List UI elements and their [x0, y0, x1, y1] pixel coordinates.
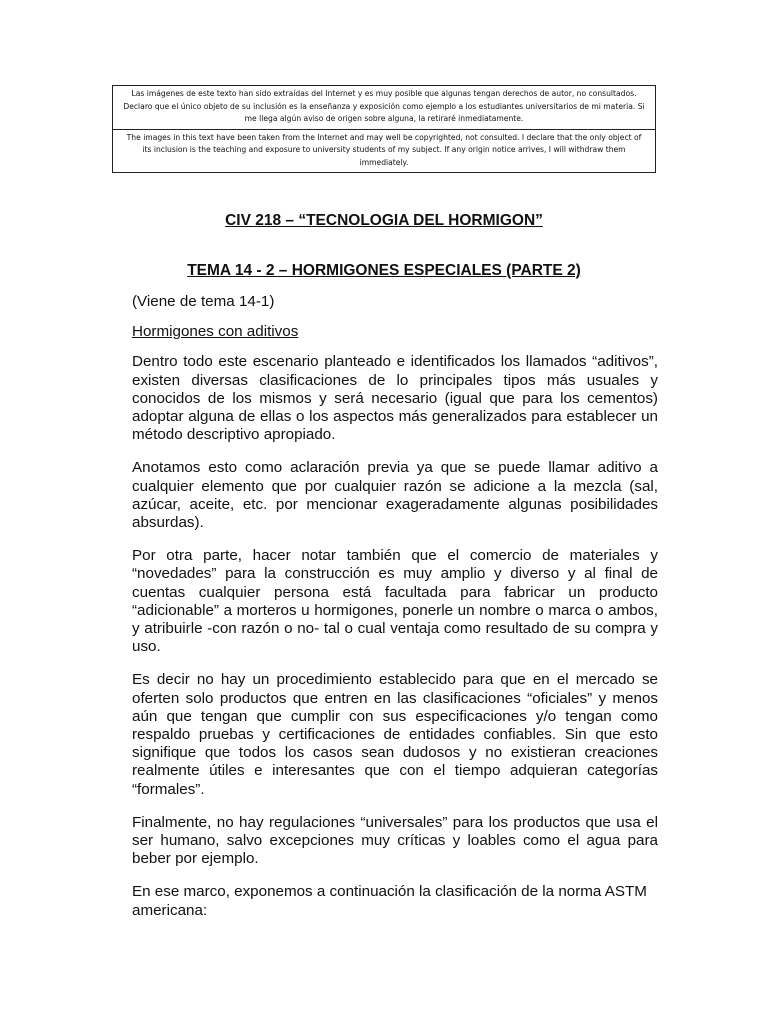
continuation-note: (Viene de tema 14-1): [132, 293, 275, 310]
paragraph: Es decir no hay un procedimiento establecido para que en el mercado se oferten solo productos que entren en las clasificaciones “oficiales” y menos aún que tengan que cumplir con sus especificaciones y/o tengan como respaldo pruebas y certificaciones de entidades confiables. Sin que esto signifique que todos los casos sean dudosos y no existieran creaciones realmente útiles e interesantes que con el tiempo adquieran categorías “formales”.: [132, 671, 658, 798]
course-title: CIV 218 – “TECNOLOGIA DEL HORMIGON”: [225, 212, 543, 229]
document-body: [132, 293, 658, 935]
paragraph: Por otra parte, hacer notar también que el comercio de materiales y “novedades” para la construcción es muy amplio y diverso y al final de cuentas cualquier persona está facultada para fabricar un producto “adicionable” a morteros u hormigones, ponerle un nombre o marca o ambos, y atribuirle -con razón o no- tal o cual ventaja como resultado de su compra y uso.: [132, 547, 658, 656]
paragraph: Anotamos esto como aclaración previa ya que se puede llamar aditivo a cualquier elemento que por cualquier razón se adicione a la mezcla (sal, azúcar, aceite, etc. por mencionar exageradamente algunas posibilidades absurdas).: [132, 459, 658, 532]
paragraph: Dentro todo este escenario planteado e identificados los llamados “aditivos”, existen diversas clasificaciones de lo principales tipos más usuales y conocidos de los mismos y será necesario (igual que para los cementos) adoptar alguna de ellas o los aspectos más generalizados para establecer un método descriptivo apropiado.: [132, 353, 658, 444]
paragraph: Finalmente, no hay regulaciones “universales” para los productos que usa el ser humano, salvo excepciones muy críticas y loables como el agua para beber por ejemplo.: [132, 813, 658, 868]
section-heading: Hormigones con aditivos: [132, 323, 299, 341]
paragraph: En ese marco, exponemos a continuación la clasificación de la norma ASTM americana:: [132, 883, 647, 919]
disclaimer-spanish: Las imágenes de este texto han sido extraídas del Internet y es muy posible que algunas tengan derechos de autor, no consultados. Declaro que el único objeto de su inclusión es la enseñanza y exposición como ejemplo a los estudiantes universitarios de mi materia. Si me llega algún aviso de origen sobre alguna, la retiraré inmediatamente.: [123, 89, 645, 123]
copyright-disclaimer-box: [112, 85, 656, 173]
topic-title: TEMA 14 - 2 – HORMIGONES ESPECIALES (PARTE 2): [187, 262, 581, 279]
disclaimer-english: The images in this text have been taken from the Internet and may well be copyrighted, not consulted. I declare that the only object of its inclusion is the teaching and exposure to university students of my subject. If any origin notice arrives, I will withdraw them immediately.: [113, 129, 655, 173]
